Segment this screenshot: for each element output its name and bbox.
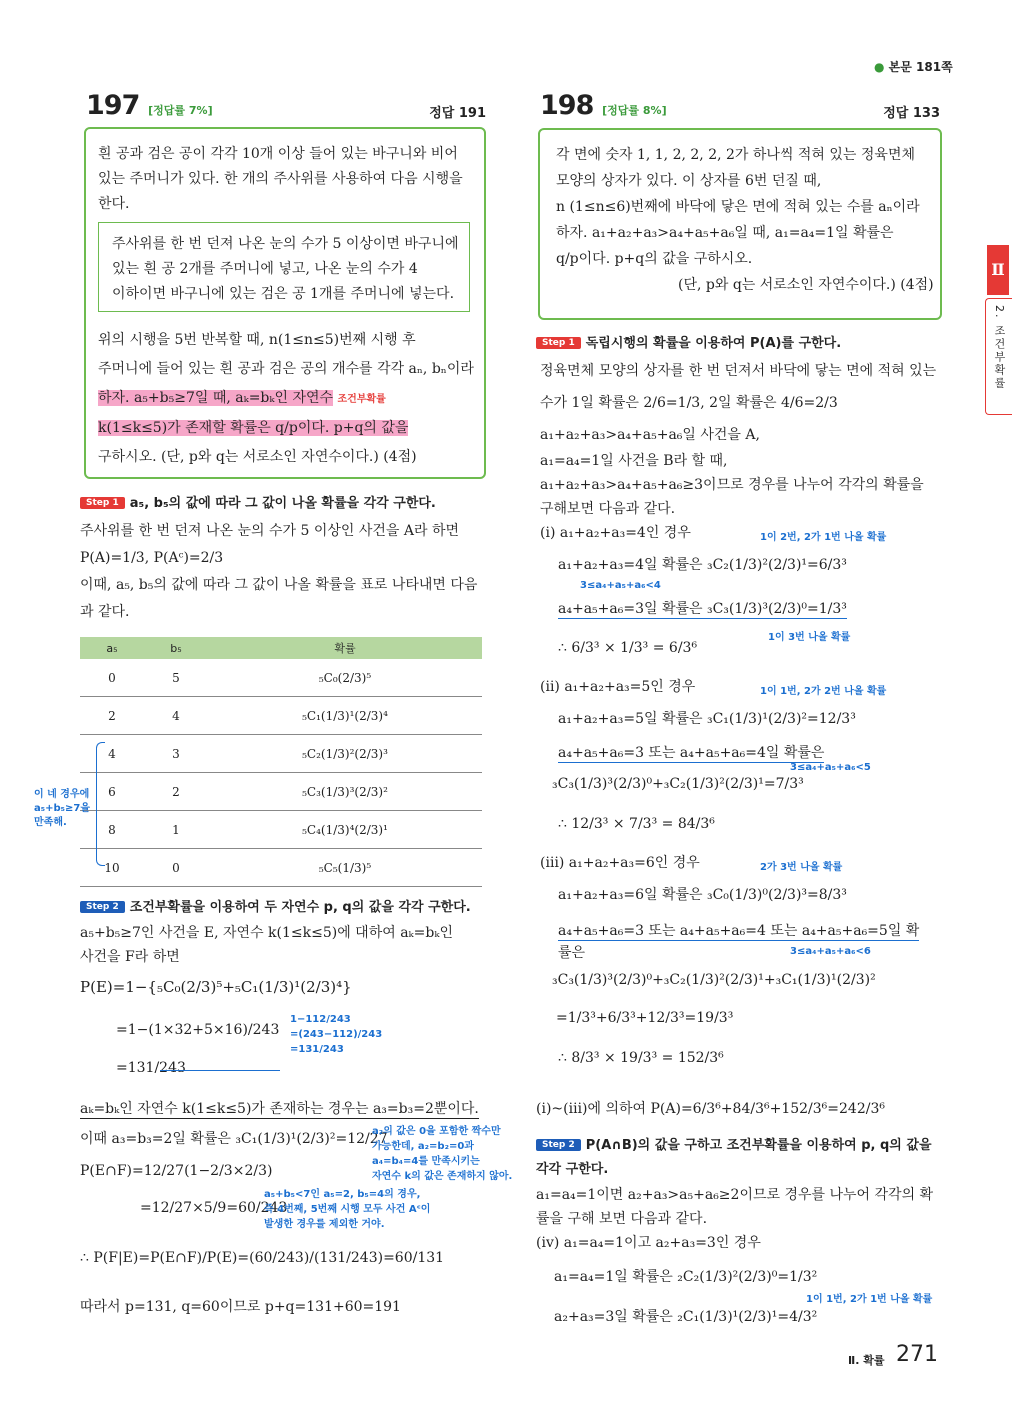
equation: a₄+a₅+a₆=3 또는 a₄+a₅+a₆=4일 확률은 [558,742,824,763]
text-line: 정육면체 모양의 상자를 한 번 던져서 바닥에 닿는 면에 적혀 있는 [540,363,937,379]
probability-table [80,637,482,887]
step-title: P(A∩B)의 값을 구하고 조건부확률을 이용하여 p, q의 값을 [585,1138,932,1153]
note-line: a₄=b₄=4를 만족시키는 [372,1156,480,1167]
probability-note: 1이 1번, 2가 1번 나올 확률 [806,1294,933,1305]
footer-section: Ⅱ. 확률 [848,1354,885,1367]
text-line: 이때, a₅, b₅의 값에 따라 그 값이 나올 확률을 표로 나타내면 다음 [80,577,478,593]
text-line: (단, p와 q는 서로소인 자연수이다.) (4점) [678,277,934,293]
text-line: 있는 주머니가 있다. 한 개의 주사위를 사용하여 다음 시행을 [98,171,463,187]
key-statement: aₖ=bₖ인 자연수 k(1≤k≤5)가 존재하는 경우는 a₃=b₃=2뿐이다. [80,1098,479,1119]
explanation-note [264,1187,430,1232]
problem-197-header [86,90,486,121]
trial-rule-text [112,232,459,307]
table-row: 4 3 ₅C₂(1/3)²(2/3)³ [80,735,482,773]
problem-198-question [556,142,934,298]
case-heading: (ⅲ) a₁+a₂+a₃=6인 경우 [540,855,700,871]
equation: ₃C₃(1/3)³(2/3)⁰+₃C₂(1/3)²(2/3)¹=7/3³ [552,776,804,792]
page-reference-text: 본문 181쪽 [888,60,953,74]
text-line: a₅+b₅≥7인 사건을 E, 자연수 k(1≤k≤5)에 대하여 aₖ=bₖ인 [80,925,453,941]
probability-note: 2가 3번 나올 확률 [760,862,843,873]
equation: ₃C₃(1/3)³(2/3)⁰+₃C₂(1/3)²(2/3)¹+₃C₁(1/3)¹(2/3)² [552,972,876,988]
table-row: 8 1 ₅C₄(1/3)⁴(2/3)¹ [80,811,482,849]
probability-note: 1이 3번 나올 확률 [768,632,851,643]
text-line: 구해보면 다음과 같다. [540,501,676,517]
problem-number: 197 [86,90,140,121]
text-line: 위의 시행을 5번 반복할 때, n(1≤n≤5)번째 시행 후 [98,332,416,348]
table-row: 6 2 ₅C₃(1/3)³(2/3)² [80,773,482,811]
table-header: b₅ [144,637,208,659]
equation: a₁=a₄=1일 확률은 ₂C₂(1/3)²(2/3)⁰=1/3² [554,1269,818,1285]
step1-body [80,518,477,626]
equation: ∴ 8/3³ × 19/3³ = 152/3⁶ [558,1050,724,1066]
text-line: q/p이다. p+q의 값을 구하시오. [556,251,753,267]
text-line: 주사위를 한 번 던져 나온 눈의 수가 5 이상인 사건을 A라 하면 [80,523,460,539]
note-line: 1−112/243 [290,1014,351,1025]
problem-197-intro [98,142,463,217]
answer-label: 정답 133 [883,106,940,121]
equation: =1−(1×32+5×16)/243 [116,1022,280,1038]
case-heading: (ⅰ) a₁+a₂+a₃=4인 경우 [540,525,691,541]
range-note: 3≤a₄+a₅+a₆<5 [790,762,871,773]
page-number: 271 [896,1342,938,1367]
note-line: 즉 4번째, 5번째 시행 모두 사건 Aᶜ이 [264,1204,431,1215]
conclusion: 따라서 p=131, q=60이므로 p+q=131+60=191 [80,1299,401,1315]
text-line: P(A)=1/3, P(Aᶜ)=2/3 [80,550,224,566]
step-title: 독립시행의 확률을 이용하여 P(A)를 구한다. [585,336,842,351]
calculation-note [290,1012,382,1057]
highlighted-condition: 하자. a₅+b₅≥7일 때, aₖ=bₖ인 자연수 [98,390,334,406]
chapter-label-box [985,298,1012,415]
equation: =12/27×5/9=60/243 [140,1200,288,1216]
equation: ∴ 12/3³ × 7/3³ = 84/3⁶ [558,816,715,832]
equation: a₁+a₂+a₃=6일 확률은 ₃C₀(1/3)⁰(2/3)³=8/3³ [558,887,847,903]
text-line: 과 같다. [80,604,130,620]
text-line: 흰 공과 검은 공이 각각 10개 이상 들어 있는 바구니와 비어 [98,146,458,162]
text-line: 각 면에 숫자 1, 1, 2, 2, 2, 2가 하나씩 적혀 있는 정육면체 [556,147,916,163]
text-line: 주사위를 한 번 던져 나온 눈의 수가 5 이상이면 바구니에 [112,236,459,252]
explanation-note [372,1124,512,1184]
step-title-continued: 각각 구한다. [536,1162,609,1177]
text-line: 률을 구해 보면 다음과 같다. [536,1211,708,1227]
table-header: 확률 [208,637,482,659]
text-line: 률은 [558,945,586,961]
probability-note: 1이 1번, 2가 2번 나올 확률 [760,686,887,697]
step-badge: Step 1 [80,497,125,509]
note-line: a₅+b₅<7인 a₅=2, b₅=4의 경우, [264,1189,421,1200]
text-line: 사건을 F라 하면 [80,949,180,965]
bracket [96,742,105,866]
range-note: 3≤a₄+a₅+a₆<6 [790,946,871,957]
step-badge: Step 1 [536,337,581,349]
equation: a₄+a₅+a₆=3 또는 a₄+a₅+a₆=4 또는 a₄+a₅+a₆=5일 확 [558,920,919,941]
problem-198-header [540,90,940,121]
equation: ∴ P(F|E)=P(E∩F)/P(E)=(60/243)/(131/243)=60/131 [80,1250,445,1266]
note-line: 만족해. [34,817,67,828]
circle-icon: ● [874,60,885,74]
four-cases-note [34,788,90,830]
text-line: 구하시오. (단, p와 q는 서로소인 자연수이다.) (4점) [98,449,417,465]
note-line: =131/243 [290,1044,344,1055]
answer-label: 정답 191 [429,106,486,121]
text-line: a₁+a₂+a₃>a₄+a₅+a₆≥3이므로 경우를 나누어 각각의 확률을 [540,477,924,493]
note-line: 자연수 k의 값은 존재하지 않아. [372,1171,513,1182]
note-line: 발생한 경우를 제외한 거야. [264,1219,385,1230]
step-badge: Step 2 [536,1139,581,1151]
note-line: 가능한데, a₂=b₂=0과 [372,1141,474,1152]
step-title: 조건부확률을 이용하여 두 자연수 p, q의 값을 각각 구한다. [129,900,471,915]
accuracy-rate: [정답률 8%] [602,104,667,117]
highlighted-condition: k(1≤k≤5)가 존재할 확률은 q/p이다. p+q의 값을 [98,420,409,436]
page-reference [874,58,953,75]
equation: ∴ 6/3³ × 1/3³ = 6/3⁶ [558,640,698,656]
text-line: 하자. a₁+a₂+a₃>a₄+a₅+a₆일 때, a₁=a₄=1일 확률은 [556,225,894,241]
accuracy-rate: [정답률 7%] [148,104,213,117]
case-heading: (ⅳ) a₁=a₄=1이고 a₂+a₃=3인 경우 [536,1235,761,1251]
equation: a₂+a₃=3일 확률은 ₂C₁(1/3)¹(2/3)¹=4/3² [554,1309,818,1325]
text-line: 한다. [98,196,130,212]
chapter-tab: Ⅱ [987,245,1009,295]
range-note: 3≤a₄+a₅+a₆<4 [580,580,661,591]
equation: =1/3³+6/3³+12/3³=19/3³ [556,1010,734,1026]
text-line: 있는 흰 공 2개를 주머니에 넣고, 나온 눈의 수가 4 [112,261,418,277]
equation: (ⅰ)~(ⅲ)에 의하여 P(A)=6/3⁶+84/3⁶+152/3⁶=242/3⁶ [536,1101,885,1117]
equation: a₁+a₂+a₃=4일 확률은 ₃C₂(1/3)²(2/3)¹=6/3³ [558,557,847,573]
equation: P(E)=1−{₅C₀(2/3)⁵+₅C₁(1/3)¹(2/3)⁴} [80,978,352,996]
text-line: a₁=a₄=1이면 a₂+a₃>a₅+a₆≥2이므로 경우를 나누어 각각의 확 [536,1187,934,1203]
chapter-label: 2. 조건부확률 [993,305,1006,390]
text-line: a₁=a₄=1일 사건을 B라 할 때, [540,453,728,469]
text-line: 모양의 상자가 있다. 이 상자를 6번 던질 때, [556,173,822,189]
equation: 수가 1일 확률은 2/6=1/3, 2일 확률은 4/6=2/3 [540,395,838,411]
problem-number: 198 [540,90,594,121]
table-header: a₅ [80,637,144,659]
text-line: 이하이면 바구니에 있는 검은 공 1개를 주머니에 넣는다. [112,286,455,302]
note-line: 이 네 경우에 [34,789,90,800]
conditional-probability-note: 조건부확률 [337,394,386,405]
equation: a₁+a₂+a₃=5일 확률은 ₃C₁(1/3)¹(2/3)²=12/3³ [558,711,856,727]
table-row: 2 4 ₅C₁(1/3)¹(2/3)⁴ [80,697,482,735]
text-line: 주머니에 들어 있는 흰 공과 검은 공의 개수를 각각 aₙ, bₙ이라 [98,361,474,377]
arrow-line [160,1070,280,1071]
text-line: a₁+a₂+a₃>a₄+a₅+a₆일 사건을 A, [540,427,760,443]
equation: a₄+a₅+a₆=3일 확률은 ₃C₃(1/3)³(2/3)⁰=1/3³ [558,598,847,619]
table-row: 10 0 ₅C₅(1/3)⁵ [80,849,482,887]
note-line: a₂의 값은 0을 포함한 짝수만 [372,1126,501,1137]
note-line: a₅+b₅≥7을 [34,803,91,814]
step-badge: Step 2 [80,901,125,913]
equation: =131/243 [116,1060,186,1076]
step2-heading [80,896,471,915]
step1-heading [536,332,841,351]
step1-heading [80,492,436,511]
equation: 이때 a₃=b₃=2일 확률은 ₃C₁(1/3)¹(2/3)²=12/27 [80,1131,388,1147]
note-line: =(243−112)/243 [290,1029,383,1040]
problem-197-question [98,326,474,472]
step-title: a₅, b₅의 값에 따라 그 값이 나올 확률을 각각 구한다. [129,496,436,511]
case-heading: (ⅱ) a₁+a₂+a₃=5인 경우 [540,679,696,695]
table-row: 0 5 ₅C₀(2/3)⁵ [80,659,482,697]
equation: P(E∩F)=12/27(1−2/3×2/3) [80,1163,273,1179]
text-line: n (1≤n≤6)번째에 바닥에 닿은 면에 적혀 있는 수를 aₙ이라 [556,199,920,215]
probability-note: 1이 2번, 2가 1번 나올 확률 [760,532,887,543]
step2-heading [536,1134,932,1153]
